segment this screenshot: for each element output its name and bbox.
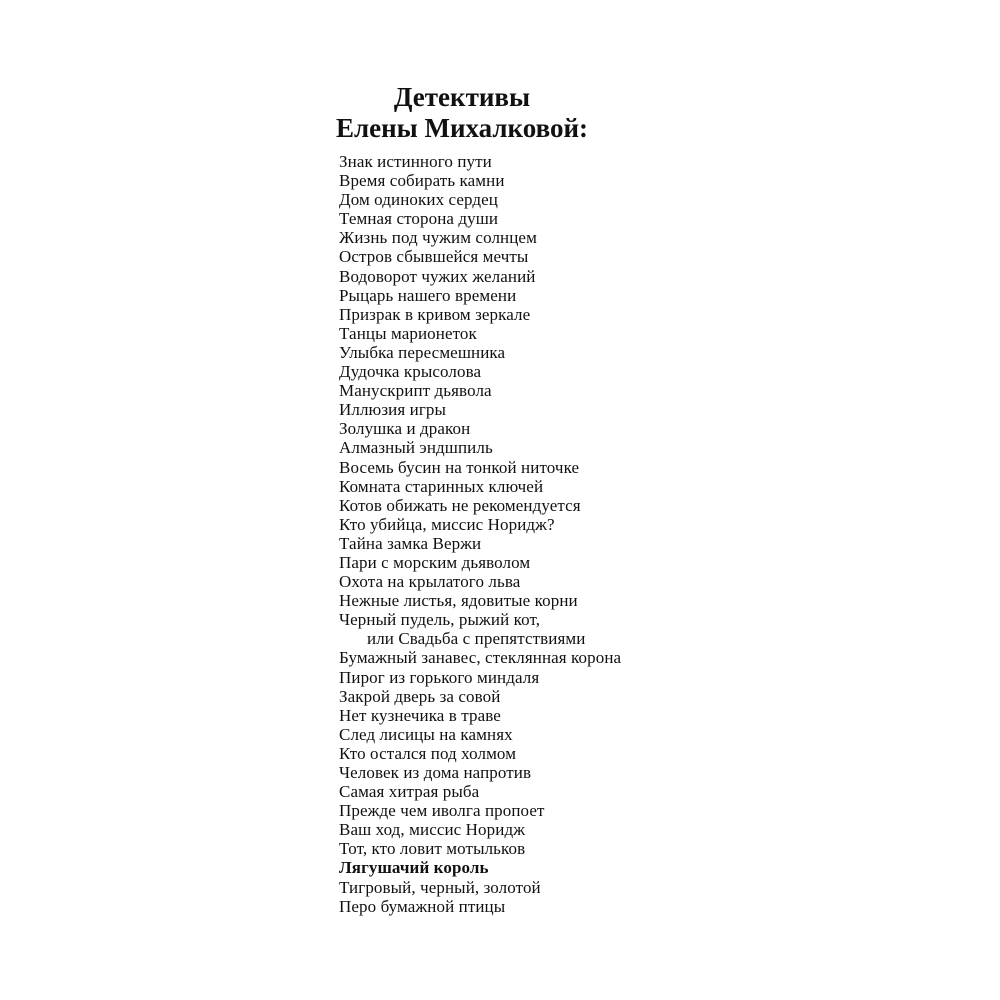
book-title-item: Закрой дверь за совой [339, 686, 501, 706]
book-title-item: Самая хитрая рыба [339, 782, 480, 802]
book-title-item: Золушка и дракон [339, 419, 471, 439]
book-title-item: Кто остался под холмом [339, 743, 517, 763]
book-title-item: Нежные листья, ядовитые корни [339, 591, 578, 611]
book-title-list [339, 152, 621, 916]
book-title-item: Рыцарь нашего времени [339, 285, 517, 305]
book-title-item: Человек из дома напротив [339, 763, 532, 782]
book-title-item: или Свадьба с препятствиями [367, 629, 586, 649]
book-title-item: Бумажный занавес, стеклянная корона [339, 648, 622, 668]
book-title-item: Нет кузнечика в траве [339, 705, 501, 725]
book-title-item: Лягушачий король [339, 858, 489, 878]
book-title-item: Призрак в кривом зеркале [339, 304, 531, 324]
book-title-item: Комната старинных ключей [339, 476, 544, 496]
book-title-item: След лисицы на камнях [339, 724, 513, 744]
book-title-item: Танцы марионеток [339, 323, 477, 343]
book-title-item: Тот, кто ловит мотыльков [339, 839, 526, 859]
heading-line-2: Елены Михалковой: [335, 113, 589, 143]
book-title-item: Манускрипт дьявола [339, 381, 492, 401]
page-heading [0, 82, 962, 144]
book-title-item: Знак истинного пути [339, 152, 492, 171]
heading-line-1: Детективы [393, 82, 531, 112]
book-title-item: Дом одиноких сердец [339, 190, 499, 210]
book-title-item: Охота на крылатого льва [339, 572, 521, 592]
book-title-item: Черный пудель, рыжий кот, [339, 610, 541, 630]
book-title-item: Остров сбывшейся мечты [339, 247, 529, 267]
book-title-item: Жизнь под чужим солнцем [339, 228, 537, 248]
book-title-item: Иллюзия игры [339, 400, 447, 420]
book-title-item: Тайна замка Вержи [339, 533, 482, 553]
book-title-item: Водоворот чужих желаний [339, 266, 536, 286]
book-title-item: Восемь бусин на тонкой ниточке [339, 457, 580, 477]
book-title-item: Ваш ход, миссис Норидж [339, 820, 526, 840]
book-title-item: Пирог из горького миндаля [339, 667, 540, 687]
book-title-item: Перо бумажной птицы [339, 896, 506, 916]
book-title-item: Пари с морским дьяволом [339, 552, 531, 572]
book-title-item: Темная сторона души [339, 209, 499, 229]
book-title-item: Прежде чем иволга пропоет [339, 801, 545, 821]
book-title-item: Улыбка пересмешника [339, 342, 506, 362]
book-title-item: Кто убийца, миссис Норидж? [339, 514, 555, 534]
book-title-item: Тигровый, черный, золотой [339, 877, 541, 897]
book-title-item: Время собирать камни [339, 171, 505, 191]
book-title-item: Дудочка крысолова [339, 362, 482, 382]
book-title-item: Алмазный эндшпиль [339, 438, 493, 458]
book-title-item: Котов обижать не рекомендуется [339, 495, 581, 515]
